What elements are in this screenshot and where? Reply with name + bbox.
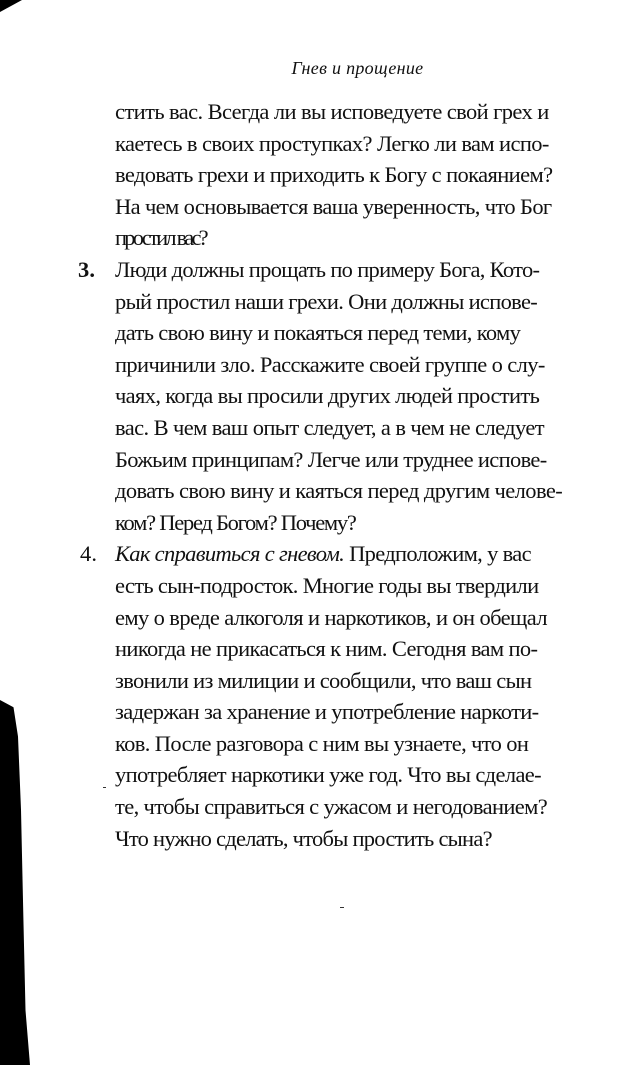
text-line: звонили из милиции и сообщили, что ваш сын bbox=[115, 667, 532, 693]
scan-corner-mark bbox=[0, 0, 22, 12]
page-body bbox=[70, 96, 620, 854]
scan-edge-shadow bbox=[0, 700, 30, 1065]
text-line: рый простил наши грехи. Они должны испове- bbox=[115, 288, 538, 314]
text-line: ков. После разговора с ним вы узнаете, что он bbox=[115, 730, 529, 756]
text-line: ведовать грехи и приходить к Богу с покаянием? bbox=[115, 162, 553, 188]
item-number: 4. bbox=[80, 541, 98, 567]
list-item-3 bbox=[70, 254, 620, 538]
continuation-paragraph bbox=[70, 96, 620, 254]
text-line: чаях, когда вы просили других людей простить bbox=[115, 383, 540, 409]
text-line: вас. В чем ваш опыт следует, а в чем не следует bbox=[115, 414, 545, 440]
running-head: Гнев и прощение bbox=[291, 58, 424, 78]
text-line: каетесь в своих проступках? Легко ли вам испо- bbox=[115, 130, 549, 156]
text-line: простил вас? bbox=[115, 225, 206, 251]
text-line: Божьим принципам? Легче или труднее испове- bbox=[115, 446, 547, 472]
item-lead-heading: Как справиться с гневом. bbox=[115, 541, 345, 567]
scan-speck bbox=[340, 907, 344, 908]
text-line: ком? Перед Богом? Почему? bbox=[115, 509, 356, 535]
item-number: 3. bbox=[78, 256, 96, 282]
text-line: задержан за хранение и употребление наркоти- bbox=[115, 699, 539, 725]
text-line bbox=[115, 538, 620, 570]
item-lead-rest: Предположим, у вас bbox=[344, 541, 531, 567]
text-line: Что нужно сделать, чтобы простить сына? bbox=[115, 825, 492, 851]
text-line: стить вас. Всегда ли вы исповедуете свой грех и bbox=[115, 99, 549, 124]
text-line: Люди должны прощать по примеру Бога, Кото- bbox=[115, 256, 540, 282]
text-line: ему о вреде алкоголя и наркотиков, и он обещал bbox=[115, 604, 547, 630]
text-line: довать свою вину и каяться перед другим челове- bbox=[115, 478, 563, 504]
text-line: употребляет наркотики уже год. Что вы сделае- bbox=[115, 762, 542, 788]
text-line: те, чтобы справиться с ужасом и негодованием? bbox=[115, 794, 548, 820]
text-line: дать свою вину и покаяться перед теми, кому bbox=[115, 320, 521, 346]
text-line: причинили зло. Расскажите своей группе о слу- bbox=[115, 351, 545, 377]
text-line: На чем основывается ваша уверенность, что Бог bbox=[115, 193, 552, 219]
text-line: есть сын-подросток. Многие годы вы твердили bbox=[115, 572, 539, 598]
list-item-4 bbox=[70, 538, 620, 854]
text-line: никогда не прикасаться к ним. Сегодня вам по- bbox=[115, 636, 538, 662]
